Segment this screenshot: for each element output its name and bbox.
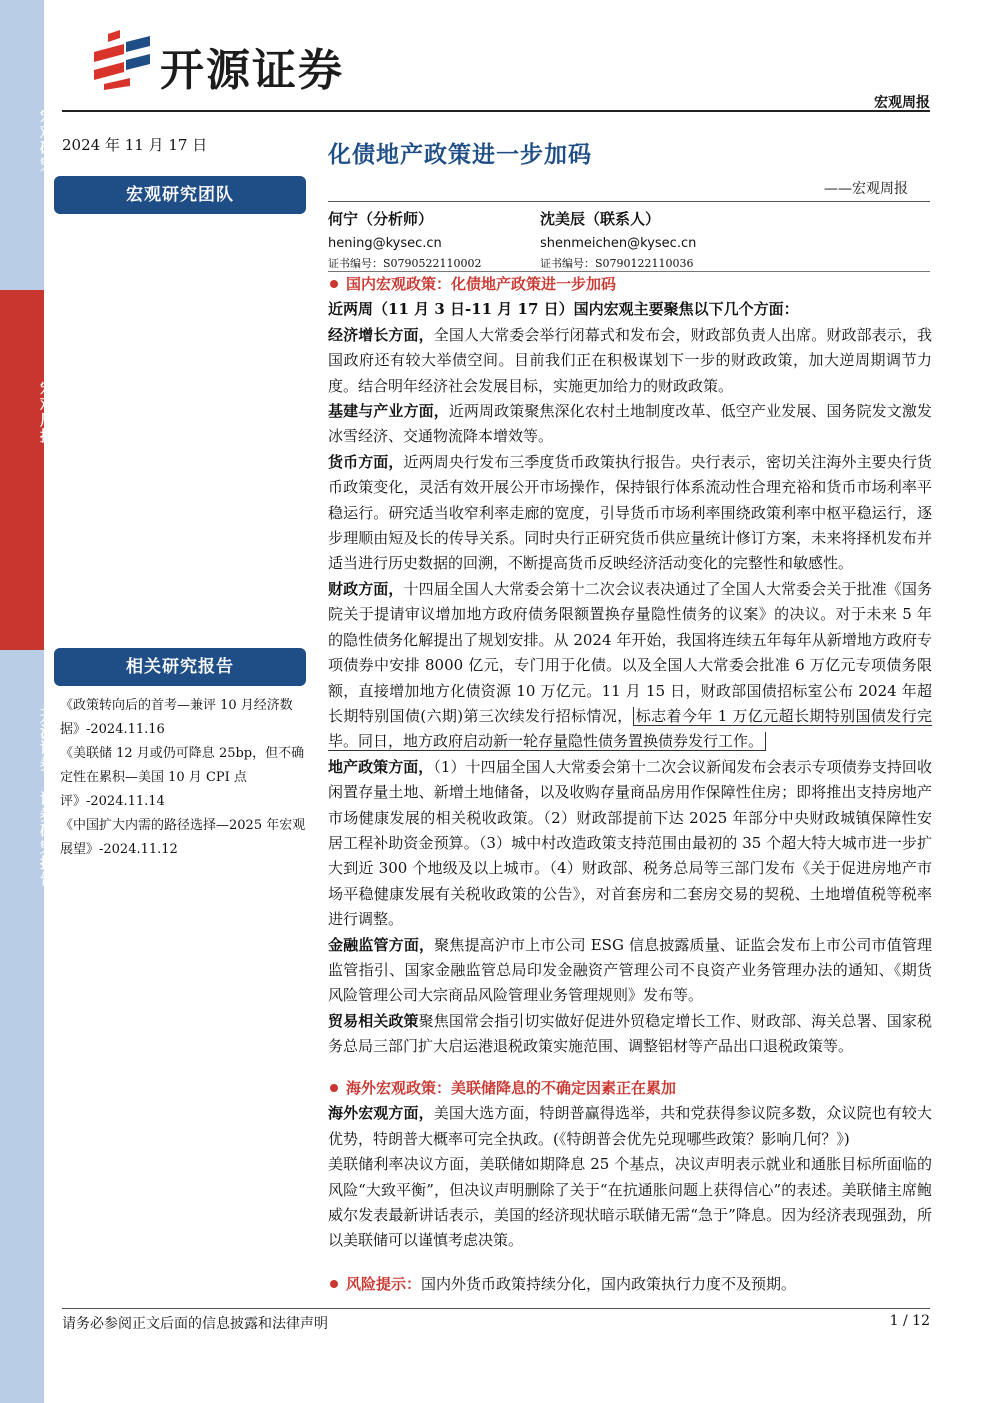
side-label-research: 宏观研究 xyxy=(38,108,56,172)
analyst-card xyxy=(540,208,750,271)
risk-line xyxy=(328,1272,932,1297)
footer-divider xyxy=(62,1308,930,1309)
analyst-cert: 证书编号：S0790522110002 xyxy=(328,257,482,270)
paragraph-label: 基建与产业方面， xyxy=(328,402,449,421)
page-number: 1 / 12 xyxy=(889,1313,930,1329)
header-divider xyxy=(62,110,930,112)
report-date: 2024 年 11 月 17 日 xyxy=(62,136,208,154)
highlighted-text: 标志着今年 1 万亿元超长期特别国债发行完毕。同日，地方政府启动新一轮存量隐性债务置换债券发行工作。 xyxy=(328,706,932,751)
paragraph-label: 金融监管方面， xyxy=(328,935,435,954)
header-doc-type: 宏观周报 xyxy=(874,95,930,111)
report-title: 化债地产政策进一步加码 xyxy=(328,141,592,168)
paragraph-estate xyxy=(328,755,932,933)
paragraph-text: 全国人大常委会举行闭幕式和发布会，财政部负责人出席。财政部表示，我国政府还有较大举债空间。目前我们正在积极谋划下一步的财政政策，加大逆周期调节力度。结合明年经济社会发展目标，实施更加给力的财政政策。 xyxy=(328,325,932,395)
analyst-email[interactable]: hening@kysec.cn xyxy=(328,236,442,251)
related-reports-list xyxy=(60,694,308,862)
overseas-section xyxy=(328,1076,932,1254)
paragraph-label: 财政方面， xyxy=(328,579,404,598)
team-box: 宏观研究团队 xyxy=(54,176,306,214)
paragraph-monetary xyxy=(328,450,932,577)
paragraph-text: 近两周政策聚焦深化农村土地制度改革、低空产业发展、国务院发文激发冰雪经济、交通物流降本增效等。 xyxy=(328,402,932,446)
related-reports-box: 相关研究报告 xyxy=(54,648,306,686)
paragraph-text: 十四届全国人大常委会第十二次会议表决通过了全国人大常委会关于批准《国务院关于提请审议增加地方政府债务限额置换存量隐性债务的议案》的决议。对于未来 5 年的隐性债务化解提出了规划安排。从 2024 年开始，我国将连续五年每年从新增地方政府专项债券中安排 8000 亿元，专门用于化债。以及全国人大常委会批准 6 万亿元专项债务限额，直接增加地方化债资源 10 万亿元。11 月 15 日，财政部国债招标室公布 2024 年超长期特别国债(六期)第三次续发行招标情况， xyxy=(328,579,932,725)
paragraph-label: 经济增长方面， xyxy=(328,325,434,344)
paragraph-text: 美国大选方面，特朗普赢得选举，共和党获得参议院多数，众议院也有较大优势，特朗普大概率可完全执政。(《特朗普会优先兑现哪些政策？影响几何？》) xyxy=(328,1104,932,1148)
paragraph-label: 货币方面， xyxy=(328,452,404,471)
paragraph-text: 聚焦国常会指引切实做好促进外贸稳定增长工作、财政部、海关总署、国家税务总局三部门扩大启运港退税政策实施范围、调整铝材等产品出口退税政策等。 xyxy=(328,1011,932,1056)
report-subtitle: ——宏观周报 xyxy=(824,181,908,197)
related-report-item[interactable]: 《中国扩大内需的路径选择—2025 年宏观展望》-2024.11.12 xyxy=(60,818,306,857)
risk-text: 国内外货币政策持续分化，国内政策执行力度不及预期。 xyxy=(421,1275,797,1293)
domestic-section xyxy=(328,272,932,1060)
paragraph-label: 贸易相关政策 xyxy=(328,1011,419,1030)
section-heading xyxy=(328,272,932,297)
paragraph-label: 地产政策方面， xyxy=(328,757,434,776)
bullet-dot-icon xyxy=(330,1084,338,1092)
paragraph-finreg xyxy=(328,933,932,1009)
section-heading-text: 海外宏观政策：美联储降息的不确定因素正在累加 xyxy=(346,1079,677,1097)
risk-label-text: 风险提示： xyxy=(346,1275,422,1293)
paragraph-label: 海外宏观方面， xyxy=(328,1104,434,1123)
paragraph-text: （1）十四届全国人大常委会第十二次会议新闻发布会表示专项债券支持回收闲置存量土地、新增土地储备，以及收购存量商品房用作保障性住房；即将推出支持房地产市场健康发展的相关税收政策。（2）财政部提前下达 2025 年部分中央财政城镇保障性安居工程补助资金预算。（3）城中村改造政策支持范围由最初的 35 个超大特大城市进一步扩大到近 300 个地级及以上城市。（4）财政部、税务总局等三部门发布《关于促进房地产市场平稳健康发展有关税收政策的公告》，对首套房和二套房交易的契税、土地增值税等税率进行调整。 xyxy=(328,757,932,929)
paragraph-text: 近两周央行发布三季度货币政策执行报告。央行表示，密切关注海外主要央行货币政策变化，灵活有效开展公开市场操作，保持银行体系流动性合理充裕和货币市场利率平稳运行。研究适当收窄利率走廊的宽度，引导货币市场利率围绕政策利率中枢平稳运行，逐步理顺由短及长的传导关系。同时央行正研究货币供应量统计修订方案，未来将择机发布并适当进行历史数据的回溯，不断提高货币反映经济活动变化的完整性和敏感性。 xyxy=(328,452,932,573)
bullet-dot-icon xyxy=(330,1280,338,1288)
paragraph-fed: 美联储利率决议方面，美联储如期降息 25 个基点，决议声明表示就业和通胀目标所面临的风险“大致平衡”，但决议声明删除了关于“在抗通胀问题上获得信心”的表述。美联储主席鲍威尔发表最新讲话表示，美国的经济现状暗示联储无需“急于”降息。因为经济表现强劲，所以美联储可以谨慎考虑决策。 xyxy=(328,1155,932,1250)
side-band-highlight xyxy=(0,290,44,650)
paragraph-overseas xyxy=(328,1101,932,1152)
logo-mark-icon xyxy=(90,28,154,90)
logo-text: 开源证券 xyxy=(160,45,344,96)
section-heading xyxy=(328,1076,932,1101)
analyst-name: 何宁（分析师） xyxy=(328,210,434,228)
section-heading-text: 国内宏观政策：化债地产政策进一步加码 xyxy=(346,275,617,293)
bullet-dot-icon xyxy=(330,280,338,288)
side-band xyxy=(0,0,44,1403)
analyst-cert: 证书编号：S0790122110036 xyxy=(540,257,694,270)
footer-disclaimer: 请务必参阅正文后面的信息披露和法律声明 xyxy=(62,1316,328,1332)
side-label-company: 开源证券 证券研究报告 xyxy=(38,708,56,887)
title-divider xyxy=(328,201,930,202)
risk-label xyxy=(328,1275,421,1293)
related-report-item[interactable]: 《政策转向后的首考—兼评 10 月经济数据》-2024.11.16 xyxy=(60,698,293,737)
paragraph-fiscal xyxy=(328,577,932,755)
analyst-card xyxy=(328,208,538,271)
paragraph-trade xyxy=(328,1009,932,1060)
analyst-email[interactable]: shenmeichen@kysec.cn xyxy=(540,236,697,251)
paragraph-growth xyxy=(328,323,932,399)
side-label-weekly: 宏观周报 xyxy=(38,380,56,444)
paragraph-text: 聚焦提高沪市上市公司 ESG 信息披露质量、证监会发布上市公司市值管理监管指引、国家金融监管总局印发金融资产管理公司不良资产业务管理办法的通知、《期货风险管理公司大宗商品风险管理业务管理规则》发布等。 xyxy=(328,935,932,1005)
paragraph-infra xyxy=(328,399,932,450)
section-lead: 近两周（11 月 3 日-11 月 17 日）国内宏观主要聚焦以下几个方面： xyxy=(328,300,799,319)
risk-section xyxy=(328,1272,932,1297)
company-logo xyxy=(90,28,380,96)
analyst-name: 沈美辰（联系人） xyxy=(540,210,661,228)
related-report-item[interactable]: 《美联储 12 月或仍可降息 25bp，但不确定性在累积—美国 10 月 CPI 点评》-2024.11.14 xyxy=(60,746,305,809)
